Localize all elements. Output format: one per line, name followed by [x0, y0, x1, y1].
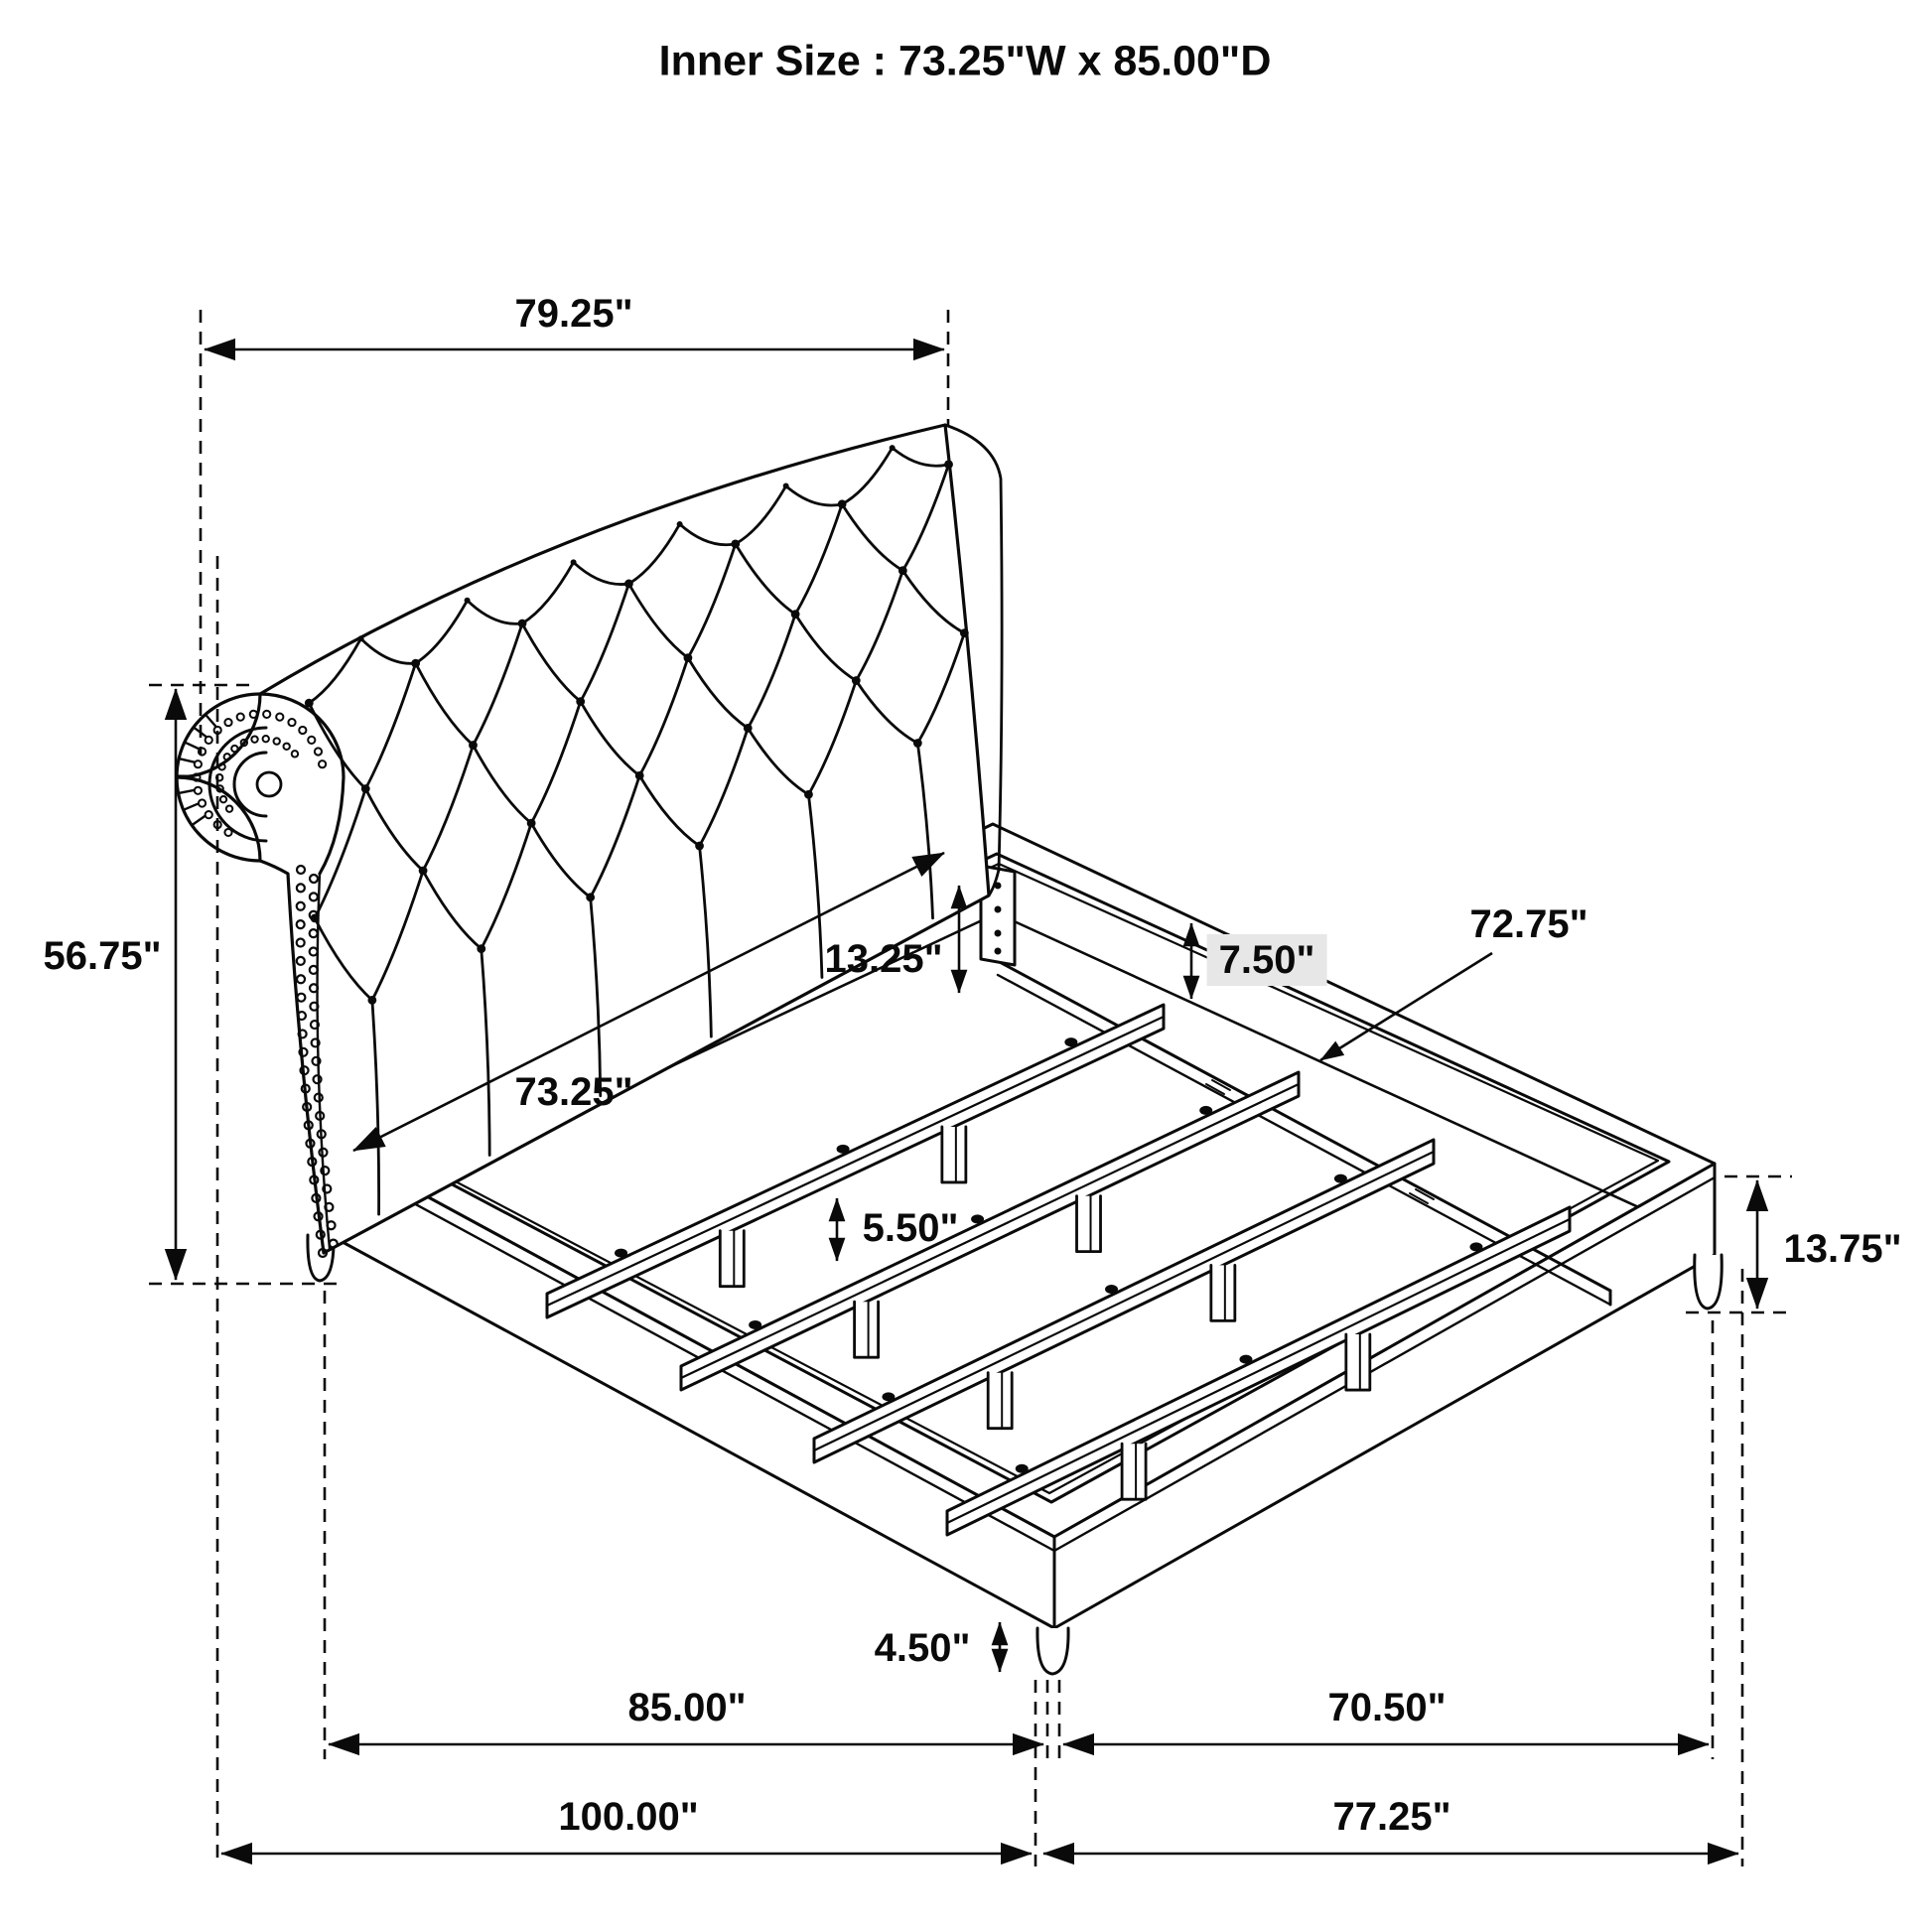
dimension-label-rail-height: 13.75"	[1783, 1227, 1902, 1271]
dimension-label-inner-width: 73.25"	[514, 1070, 633, 1114]
dimension-label-side-span: 77.25"	[1332, 1795, 1451, 1839]
dimension-label-rail-to-slat: 7.50"	[1207, 934, 1327, 986]
diagram-title: Inner Size : 73.25"W x 85.00"D	[658, 37, 1272, 85]
dimension-label-headboard-width: 79.25"	[514, 292, 633, 336]
dimension-label-headboard-height: 56.75"	[43, 934, 162, 978]
dimension-label-foot-height: 4.50"	[874, 1626, 971, 1670]
dimension-label-slat-length: 72.75"	[1469, 902, 1588, 946]
dimension-label-leg-height: 5.50"	[862, 1206, 959, 1250]
dimension-label-overall-depth: 100.00"	[558, 1795, 699, 1839]
dimension-label-foot-span: 70.50"	[1327, 1686, 1447, 1729]
dimension-label-panel-above-deck: 13.25"	[824, 937, 943, 981]
dimension-label-inner-depth: 85.00"	[627, 1686, 747, 1729]
